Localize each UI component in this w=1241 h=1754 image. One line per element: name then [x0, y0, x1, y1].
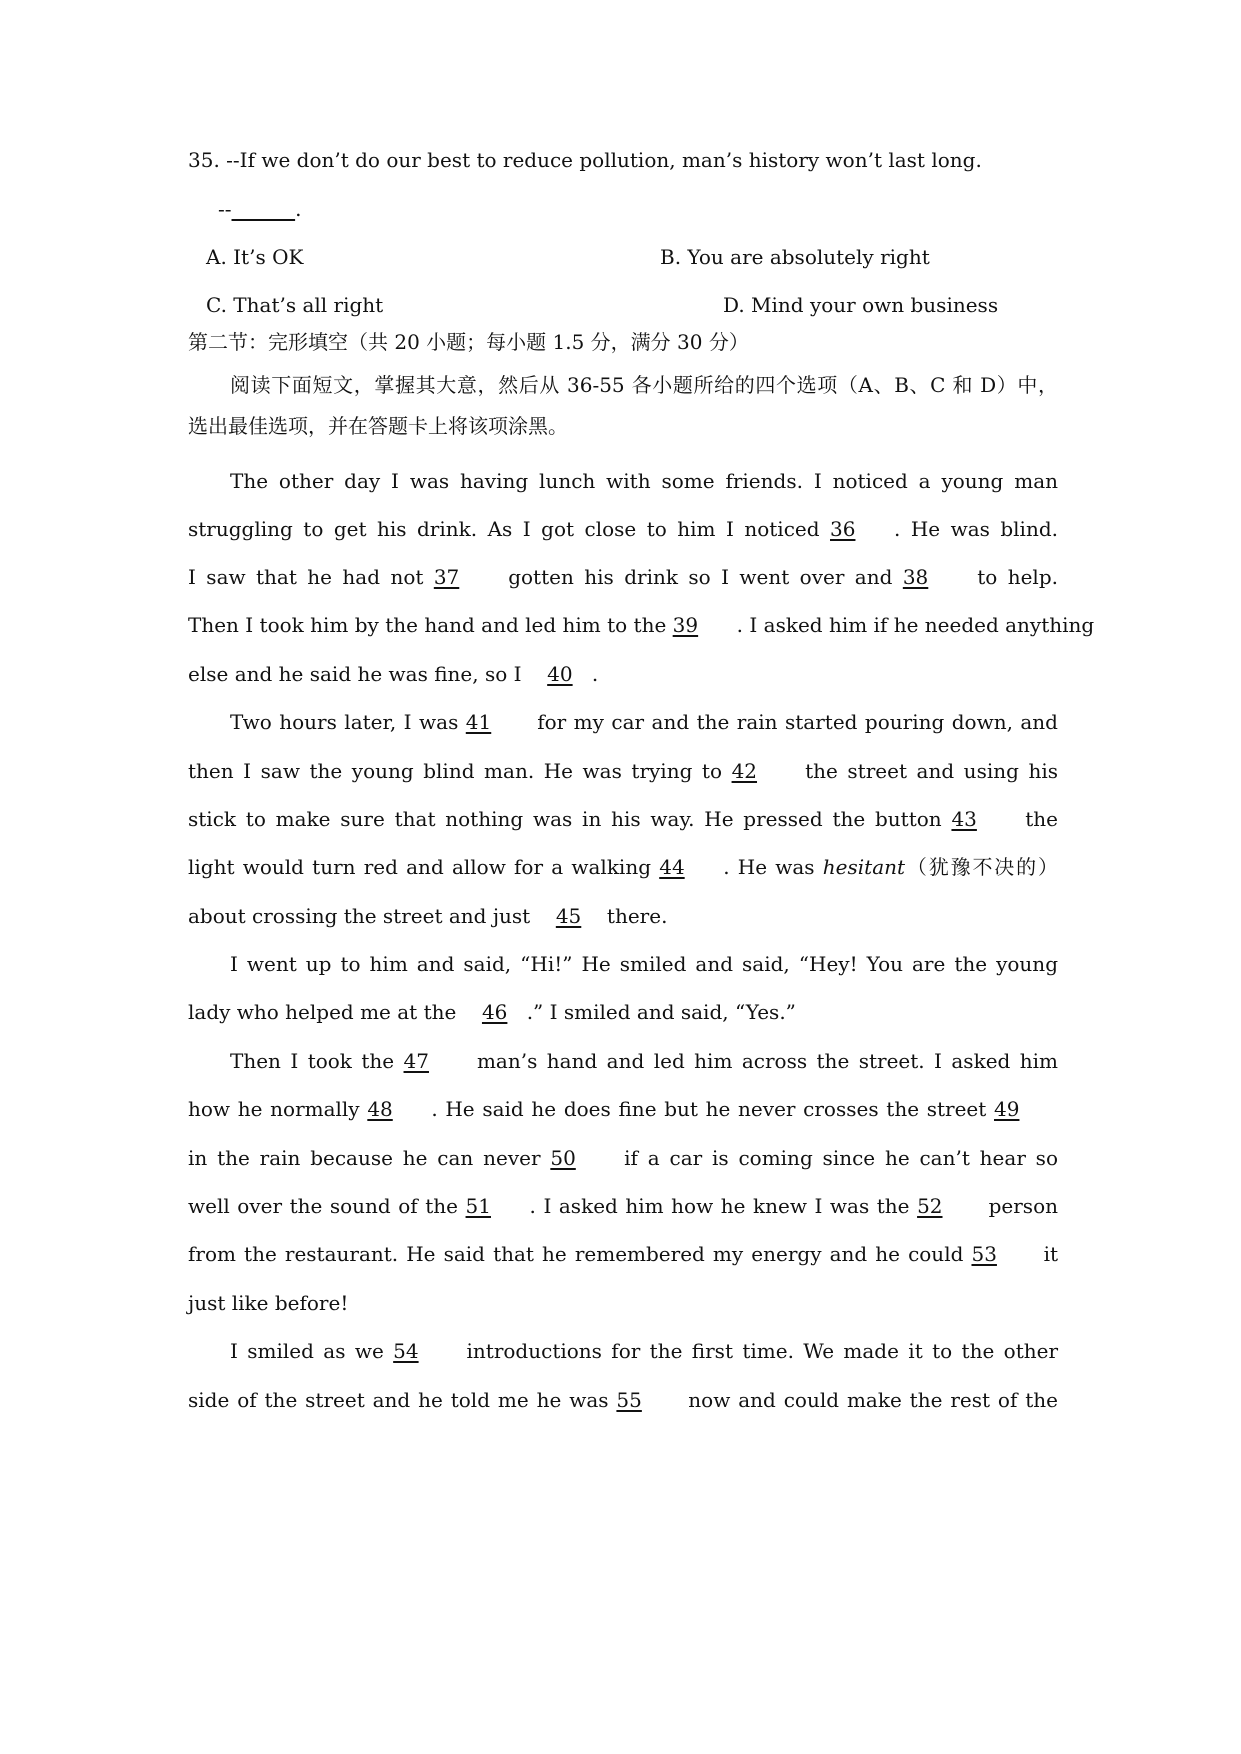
- text-span: Then I took the: [230, 1049, 404, 1073]
- text-span: man’s hand and led him across the street. I asked him: [467, 1049, 1058, 1073]
- p2-line-2: [188, 759, 1058, 783]
- blank-45: 45: [555, 904, 582, 928]
- text-span: it: [1035, 1242, 1059, 1266]
- text-span: I saw that he had not: [188, 565, 434, 589]
- text-span: if a car is coming since he can’t hear so: [614, 1146, 1058, 1170]
- p4-line-5: [188, 1242, 1058, 1266]
- text-span: Then I took him by the hand and led him to the: [188, 613, 673, 637]
- text-span: for my car and the rain started pouring down, and: [529, 710, 1058, 734]
- blank-44: 44: [659, 855, 685, 879]
- p4-line-6: just like before!: [188, 1291, 349, 1315]
- p1-line-2: [188, 517, 1058, 541]
- text-span: introductions for the first time. We made it to the other: [457, 1339, 1059, 1363]
- blank-36: 36: [830, 517, 856, 541]
- text-span: . He said he does fine but he never crosses the street: [431, 1097, 994, 1121]
- text-span: I smiled as we: [230, 1339, 394, 1363]
- text-span: else and he said he was fine, so I: [188, 662, 528, 686]
- p4-line-4: [188, 1194, 1058, 1218]
- blank-52: 52: [917, 1194, 943, 1218]
- blank-50: 50: [550, 1146, 576, 1170]
- blank-43: 43: [951, 807, 977, 831]
- text-span: now and could make the rest of the: [680, 1388, 1058, 1412]
- section-instruction-1: 阅读下面短文，掌握其大意，然后从 36-55 各小题所给的四个选项（A、B、C 和 D）中，: [230, 373, 1058, 397]
- question-35-reply: [218, 197, 1088, 221]
- blank-37: 37: [433, 565, 460, 589]
- text-span: from the restaurant. He said that he remembered my energy and he could: [188, 1242, 972, 1266]
- p3-line-2: [188, 1000, 1058, 1024]
- p1-line-3: [188, 565, 1058, 589]
- section-title: 第二节：完形填空（共 20 小题；每小题 1.5 分，满分 30 分）: [188, 330, 749, 354]
- question-35-text: 35. --If we don’t do our best to reduce pollution, man’s history won’t last long.: [188, 148, 982, 172]
- text-span: well over the sound of the: [188, 1194, 466, 1218]
- blank-47: 47: [403, 1049, 429, 1073]
- blank-46: 46: [481, 1000, 508, 1024]
- p5-line-2: [188, 1388, 1058, 1412]
- blank-40: 40: [547, 662, 573, 686]
- text-span: how he normally: [188, 1097, 368, 1121]
- blank-54: 54: [393, 1339, 419, 1363]
- p3-line-1: I went up to him and said, “Hi!” He smiled and said, “Hey! You are the young: [230, 952, 1058, 976]
- text-span: there.: [600, 904, 668, 928]
- p5-line-1: [230, 1339, 1058, 1363]
- p1-line-1: The other day I was having lunch with some friends. I noticed a young man: [230, 469, 1058, 493]
- option-c: C. That’s all right: [206, 293, 384, 317]
- blank-51: 51: [465, 1194, 491, 1218]
- text-span: then I saw the young blind man. He was trying to: [188, 759, 732, 783]
- reply-prefix: --: [218, 197, 232, 221]
- reply-end: .: [295, 197, 302, 221]
- question-35-prompt: [188, 148, 1058, 172]
- text-span: light would turn red and allow for a walking: [188, 855, 660, 879]
- text-span: Two hours later, I was: [230, 710, 466, 734]
- option-a: A. It’s OK: [206, 245, 304, 269]
- blank-41: 41: [465, 710, 492, 734]
- text-span: （犹豫不决的）: [905, 855, 1058, 879]
- text-span: side of the street and he told me he was: [188, 1388, 617, 1412]
- text-span: in the rain because he can never: [188, 1146, 551, 1170]
- text-span: . He was blind.: [894, 517, 1058, 541]
- text-span: . I asked him if he needed anything: [736, 613, 1095, 637]
- blank-42: 42: [731, 759, 758, 783]
- option-d: D. Mind your own business: [723, 293, 999, 317]
- text-span: lady who helped me at the: [188, 1000, 463, 1024]
- blank-38: 38: [902, 565, 929, 589]
- p2-line-1: [230, 710, 1058, 734]
- option-b: B. You are absolutely right: [660, 245, 930, 269]
- text-span: .: [591, 662, 599, 686]
- text-span: to help.: [966, 565, 1058, 589]
- p1-line-5: [188, 662, 1058, 686]
- italic-word: hesitant: [822, 855, 906, 879]
- p4-line-2: [188, 1097, 1058, 1121]
- blank-39: 39: [672, 613, 699, 637]
- blank-55: 55: [616, 1388, 642, 1412]
- blank-53: 53: [971, 1242, 997, 1266]
- p2-line-3: [188, 807, 1058, 831]
- section-instruction-2: 选出最佳选项，并在答题卡上将该项涂黑。: [188, 414, 568, 438]
- text-span: about crossing the street and just: [188, 904, 537, 928]
- text-span: struggling to get his drink. As I got close to him I noticed: [188, 517, 830, 541]
- reply-blank: [232, 197, 296, 221]
- text-span: .” I smiled and said, “Yes.”: [526, 1000, 796, 1024]
- p2-line-5: [188, 904, 1058, 928]
- blank-49: 49: [994, 1097, 1020, 1121]
- text-span: stick to make sure that nothing was in his way. He pressed the button: [188, 807, 952, 831]
- text-span: . He was: [723, 855, 823, 879]
- text-span: person: [981, 1194, 1058, 1218]
- p4-line-3: [188, 1146, 1058, 1170]
- text-span: . I asked him how he knew I was the: [529, 1194, 918, 1218]
- p2-line-4: [188, 855, 1058, 879]
- text-span: the: [1015, 807, 1058, 831]
- p4-line-1: [230, 1049, 1058, 1073]
- text-span: gotten his drink so I went over and: [497, 565, 903, 589]
- text-span: the street and using his: [795, 759, 1058, 783]
- blank-48: 48: [367, 1097, 393, 1121]
- p1-line-4: [188, 613, 1095, 637]
